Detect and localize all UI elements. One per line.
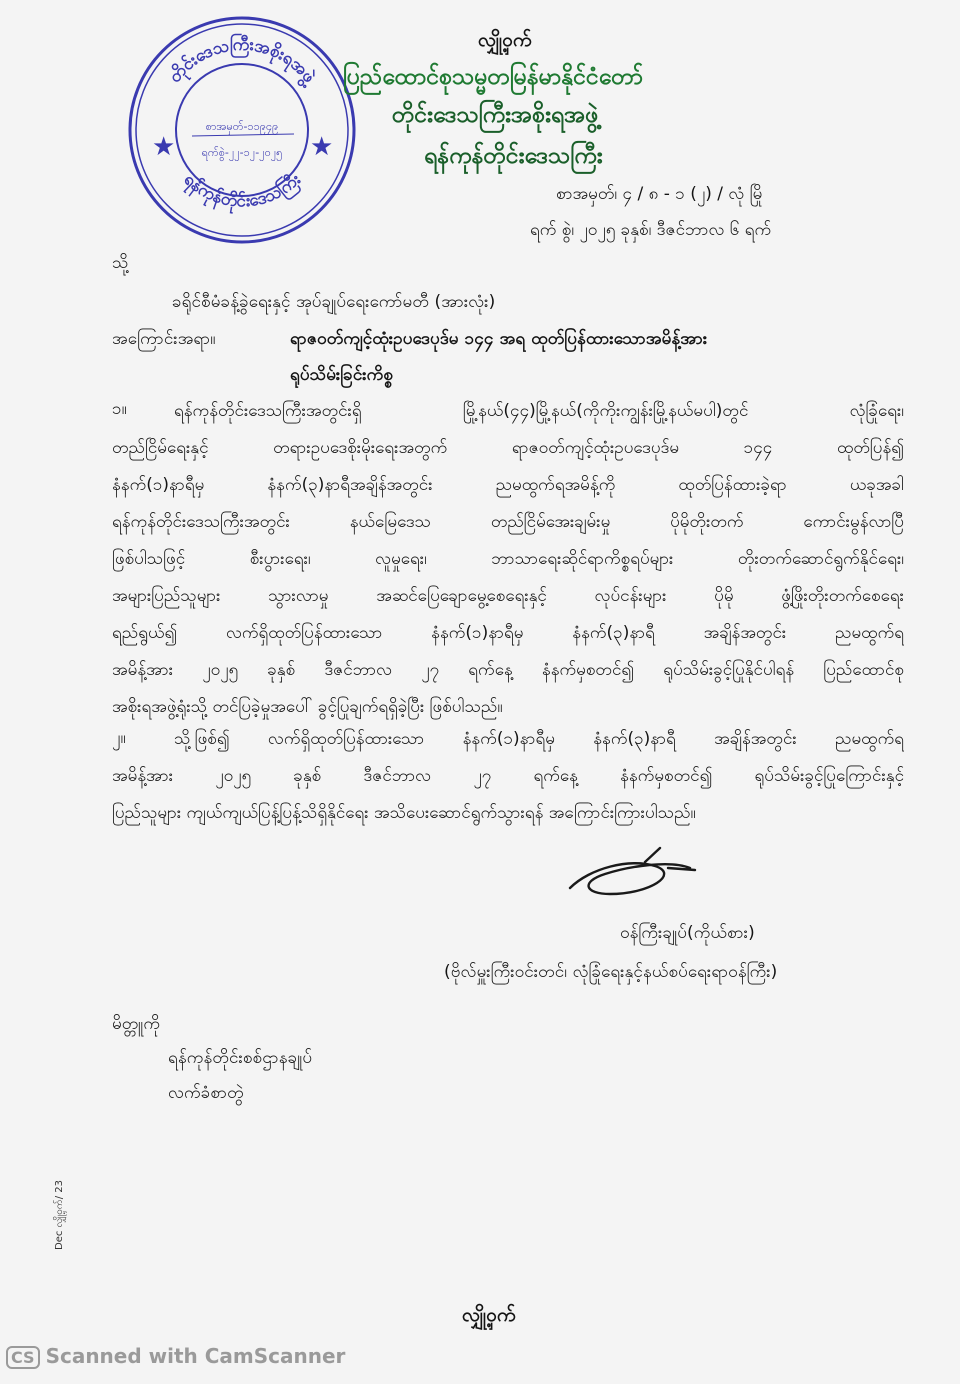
recipient: ခရိုင်စီမံခန့်ခွဲရေးနှင့် အုပ်ချုပ်ရေးကော်မတီ (အားလုံး)	[172, 292, 496, 312]
para1-line: အမိန့်အား ၂၀၂၅ ခုနှစ် ဒီဇင်ဘာလ ၂၇ ရက်နေ့ နံနက်မှစတင်၍ ရုပ်သိမ်းခွင့်ပြုနိုင်ပါရန် ပြည်ထောင်စု	[112, 660, 904, 680]
to-label: သို့	[112, 253, 129, 273]
subject-line1: ရာဇဝတ်ကျင့်ထုံးဥပဒေပုဒ်မ ၁၄၄ အရ ထုတ်ပြန်ထားသောအမိန့်အား	[290, 329, 708, 349]
signer-name: ဝန်ကြီးချုပ်(ကိုယ်စား)	[620, 923, 755, 943]
svg-text:ရန်ကုန်တိုင်းဒေသကြီး	[177, 167, 308, 216]
svg-text:တိုင်းဒေသကြီးအစိုးရအဖွဲ့	[164, 32, 321, 92]
header-line1: ပြည်ထောင်စုသမ္မတမြန်မာနိုင်ငံတော်	[343, 64, 644, 90]
para1-line: တည်ငြိမ်ရေးနှင့် တရားဥပဒေစိုးမိုးရေးအတွက် ရာဇဝတ်ကျင့်ထုံးဥပဒေပုဒ်မ ၁၄၄ ထုတ်ပြန်၍	[112, 438, 904, 458]
para1-line: ရည်ရွယ်၍ လက်ရှိထုတ်ပြန်ထားသော နံနက်(၁)နာရီမှ နံနက်(၃)နာရီ အချိန်အတွင်း ညမထွက်ရ	[112, 623, 904, 643]
signature-scribble	[560, 838, 710, 908]
para2-line: အမိန့်အား ၂၀၂၅ ခုနှစ် ဒီဇင်ဘာလ ၂၇ ရက်နေ့ နံနက်မှစတင်၍ ရုပ်သိမ်းခွင့်ပြုကြောင်းနှင့်	[112, 766, 904, 786]
para2-number: ၂။	[112, 728, 126, 748]
seal-top-text: တိုင်းဒေသကြီးအစိုးရအဖွဲ့	[165, 34, 320, 87]
seal-bottom-text: ရန်ကုန်တိုင်းဒေသကြီး	[179, 169, 305, 212]
cc-item: ရန်ကုန်တိုင်းစစ်ဌာနချုပ်	[168, 1048, 313, 1068]
official-seal	[124, 12, 360, 248]
letter-date: ရက် စွဲ၊ ၂၀၂၅ ခုနှစ်၊ ဒီဇင်ဘာလ ၆ ရက်	[530, 220, 772, 240]
camscanner-watermark	[6, 1344, 345, 1369]
para2-line: ပြည်သူများ ကျယ်ကျယ်ပြန့်ပြန့်သိရှိနိုင်ရေး အသိပေးဆောင်ရွက်သွားရန် အကြောင်းကြားပါသည်။	[112, 803, 696, 823]
para1-line: ဖြစ်ပါသဖြင့် စီးပွားရေး၊ လူမှုရေး၊ ဘာသာရေးဆိုင်ရာကိစ္စရပ်များ တိုးတက်ဆောင်ရွက်နိုင်ရေး၊	[112, 549, 904, 569]
seal-star-right: ★	[310, 132, 334, 162]
cc-label: မိတ္တူကို	[112, 1014, 161, 1034]
para2-line: သို့ဖြစ်၍ လက်ရှိထုတ်ပြန်ထားသော နံနက်(၁)နာရီမှ နံနက်(၃)နာရီ အချိန်အတွင်း ညမထွက်ရ	[174, 729, 904, 749]
seal-star-left: ★	[152, 132, 176, 162]
classification-top: လျှို့ဝှက်	[478, 29, 532, 51]
para1-line: အစိုးရအဖွဲ့ရုံးသို့ တင်ပြခဲ့မှုအပေါ် ခွင့်ပြုချက်ရရှိခဲ့ပြီး ဖြစ်ပါသည်။	[112, 697, 503, 717]
para1-line: ရန်ကုန်တိုင်းဒေသကြီးအတွင်းရှိ မြို့နယ်(၄၄)မြို့နယ်(ကိုကိုးကျွန်းမြို့နယ်မပါ)တွင် လုံခြုံရေး၊	[174, 401, 904, 421]
cc-item: လက်ခံစာတွဲ	[168, 1083, 244, 1103]
subject-line2: ရုပ်သိမ်းခြင်းကိစ္စ	[290, 365, 394, 385]
para2	[112, 724, 904, 828]
para1-line: အများပြည်သူများ သွားလာမှု အဆင်ပြေချောမွေ့စေရေးနှင့် လုပ်ငန်းများ ပိုမို ဖွံ့ဖြိုးတိုးတက်စေရေး	[112, 586, 904, 606]
camscanner-logo-icon: CS	[6, 1346, 40, 1369]
para1-number: ၁။	[112, 399, 127, 419]
seal-inner-ref: စာအမှတ်-၁၁၉၄၉	[205, 120, 279, 133]
para1-line: ရန်ကုန်တိုင်းဒေသကြီးအတွင်း နယ်မြေဒေသ တည်ငြိမ်အေးချမ်းမှု ပိုမိုတိုးတက် ကောင်းမွန်လာပြီ	[112, 512, 904, 532]
letter-ref: စာအမှတ်၊ ၄ / ၈ - ၁ (၂) / လုံ မြို	[556, 184, 763, 204]
side-note: Dec လျှို့ဝှက်/ 23	[54, 1180, 65, 1250]
classification-bottom: လျှို့ဝှက်	[462, 1304, 516, 1326]
header-line2: တိုင်းဒေသကြီးအစိုးရအဖွဲ့	[392, 102, 599, 128]
camscanner-text: Scanned with CamScanner	[45, 1344, 346, 1368]
para1-line: နံနက်(၁)နာရီမှ နံနက်(၃)နာရီအချိန်အတွင်း ညမထွက်ရအမိန့်ကို ထုတ်ပြန်ထားခဲ့ရာ ယခုအခါ	[112, 475, 904, 495]
header-line3: ရန်ကုန်တိုင်းဒေသကြီး	[424, 143, 603, 169]
subject-label: အကြောင်းအရာ။	[112, 329, 216, 349]
signer-title: (ဗိုလ်မှူးကြီးဝင်းတင်၊ လုံခြုံရေးနှင့်နယ်စပ်ရေးရာဝန်ကြီး)	[444, 962, 778, 982]
para1	[112, 396, 904, 722]
seal-inner-date: ရက်စွဲ-၂၂-၁၂-၂၀၂၅	[201, 146, 283, 159]
